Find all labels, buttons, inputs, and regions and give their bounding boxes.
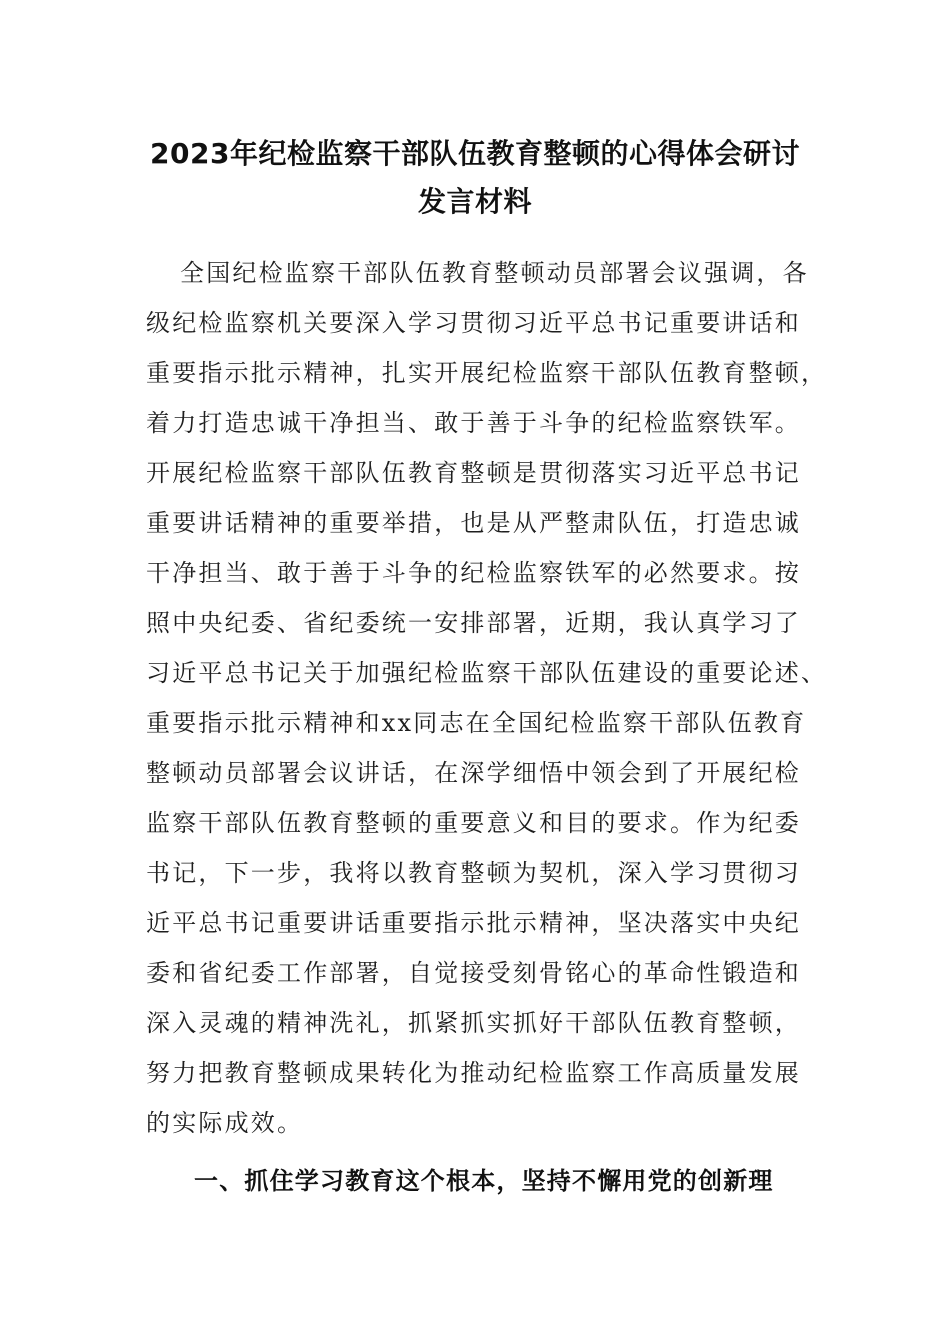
paragraph-line: 全国纪检监察干部队伍教育整顿动员部署会议强调，各 <box>180 259 809 287</box>
body-paragraph <box>146 256 828 1156</box>
paragraph-line: 努力把教育整顿成果转化为推动纪检监察工作高质量发展 <box>146 1059 801 1087</box>
paragraph-line: 监察干部队伍教育整顿的重要意义和目的要求。作为纪委 <box>146 809 801 837</box>
paragraph-line: 重要讲话精神的重要举措，也是从严整肃队伍，打造忠诚 <box>146 509 801 537</box>
paragraph-line: 书记，下一步，我将以教育整顿为契机，深入学习贯彻习 <box>146 859 801 887</box>
paragraph-line: 级纪检监察机关要深入学习贯彻习近平总书记重要讲话和 <box>146 309 801 337</box>
paragraph-line: 开展纪检监察干部队伍教育整顿是贯彻落实习近平总书记 <box>146 459 801 487</box>
paragraph-line: 深入灵魂的精神洗礼，抓紧抓实抓好干部队伍教育整顿， <box>146 1009 801 1037</box>
paragraph-line: 重要指示批示精神，扎实开展纪检监察干部队伍教育整顿， <box>146 359 828 387</box>
paragraph-line: 的实际成效。 <box>146 1109 304 1137</box>
paragraph-line: 照中央纪委、省纪委统一安排部署，近期，我认真学习了 <box>146 609 801 637</box>
paragraph-line: 重要指示批示精神和xx同志在全国纪检监察干部队伍教育 <box>146 709 807 737</box>
paragraph-line: 干净担当、敢于善于斗争的纪检监察铁军的必然要求。按 <box>146 559 801 587</box>
section-heading: 一、抓住学习教育这个根本，坚持不懈用党的创新理 <box>194 1167 774 1195</box>
paragraph-line: 整顿动员部署会议讲话，在深学细悟中领会到了开展纪检 <box>146 759 801 787</box>
document-title-line-1: 2023年纪检监察干部队伍教育整顿的心得体会研讨 <box>150 137 800 170</box>
paragraph-line: 委和省纪委工作部署，自觉接受刻骨铭心的革命性锻造和 <box>146 959 801 987</box>
paragraph-line: 着力打造忠诚干净担当、敢于善于斗争的纪检监察铁军。 <box>146 409 801 437</box>
paragraph-line: 习近平总书记关于加强纪检监察干部队伍建设的重要论述、 <box>146 659 828 687</box>
document-title-line-2: 发言材料 <box>417 185 532 218</box>
paragraph-line: 近平总书记重要讲话重要指示批示精神，坚决落实中央纪 <box>146 909 801 937</box>
